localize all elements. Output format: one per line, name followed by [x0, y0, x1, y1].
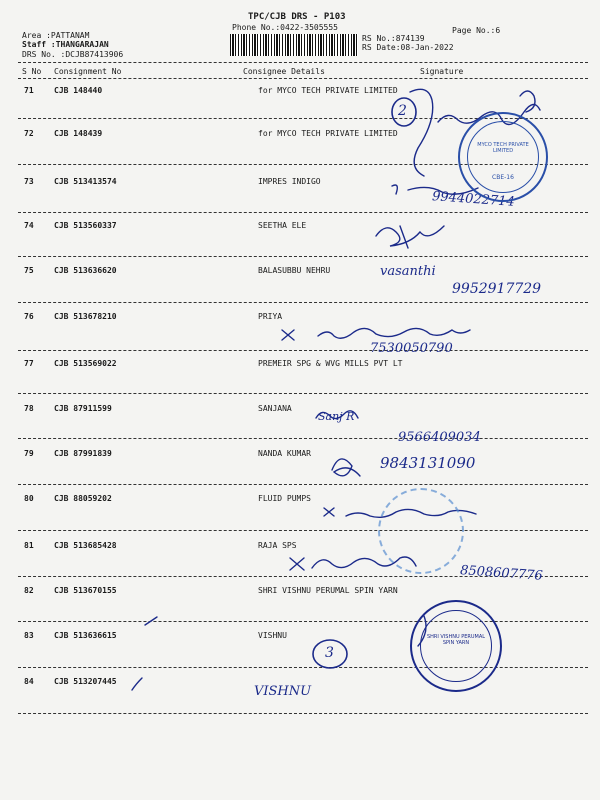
col-sno: S No [22, 67, 42, 76]
row-consignee: NANDA KUMAR [258, 449, 311, 458]
row-consignment: CJB 148439 [54, 129, 103, 138]
rs-number: RS No.:874139 [362, 34, 425, 43]
handwritten-name-84: VISHNU [254, 684, 312, 699]
staff-label-text: Staff : [22, 40, 56, 49]
row-consignment: CJB 88059202 [54, 494, 112, 503]
vishnu-mills-stamp [410, 600, 502, 692]
handwritten-phone-75: 9952917729 [452, 281, 542, 297]
row-consignment: CJB 513636620 [54, 266, 117, 275]
row-sno: 78 [24, 404, 34, 413]
col-signature: Signature [420, 67, 464, 76]
handwritten-name-78: Sanj R [318, 410, 355, 423]
handwritten-name-75: vasanthi [380, 264, 436, 279]
circled-number-3: 3 [325, 645, 334, 661]
row-consignment: CJB 513636615 [54, 631, 117, 640]
row-sno: 83 [24, 631, 34, 640]
page-number: Page No.:6 [452, 26, 501, 35]
row-consignee: PRIYA [258, 312, 283, 321]
row-consignment: CJB 513413574 [54, 177, 117, 186]
col-consignee: Consignee Details [243, 67, 325, 76]
row-consignment: CJB 513678210 [54, 312, 117, 321]
row-consignment: CJB 513685428 [54, 541, 117, 550]
row-sno: 71 [24, 86, 34, 95]
handwritten-phone-79: 9843131090 [380, 454, 476, 472]
row-consignment: CJB 513670155 [54, 586, 117, 595]
stamp-inner-ring [420, 610, 492, 682]
row-consignment: CJB 513560337 [54, 221, 117, 230]
row-consignee: for MYCO TECH PRIVATE LIMITED [258, 86, 398, 95]
staff-name: THANGARAJAN [55, 40, 109, 49]
myco-stamp-city: CBE-16 [492, 174, 514, 181]
drs-number: DRS No. :DCJB87413906 [22, 50, 124, 59]
handwritten-phone-78: 9566409034 [398, 430, 481, 445]
row-sno: 79 [24, 449, 34, 458]
row-consignee: RAJA SPS [258, 541, 297, 550]
col-consignment: Consignment No [54, 67, 122, 76]
row-sno: 74 [24, 221, 34, 230]
row-consignment: CJB 87911599 [54, 404, 112, 413]
row-sno: 84 [24, 677, 34, 686]
row-consignee: PREMEIR SPG & WVG MILLS PVT LT [258, 359, 403, 368]
row-consignee: SEETHA ELE [258, 221, 307, 230]
row-sno: 75 [24, 266, 34, 275]
myco-stamp-text: MYCO TECH PRIVATE LIMITED [477, 142, 529, 154]
row-sno: 80 [24, 494, 34, 503]
row-consignee: SHRI VISHNU PERUMAL SPIN YARN [258, 586, 398, 595]
row-consignment: CJB 87991839 [54, 449, 112, 458]
stamp-inner-ring [467, 121, 539, 193]
sheet-title: TPC/CJB DRS - P103 [248, 12, 346, 22]
row-consignee: BALASUBBU NEHRU [258, 266, 331, 275]
handwritten-phone-81: 8508607776 [459, 563, 544, 584]
row-consignee: SANJANA [258, 404, 292, 413]
row-sno: 81 [24, 541, 34, 550]
row-sno: 77 [24, 359, 34, 368]
vishnu-stamp-text: SHRI VISHNU PERUMAL SPIN YARN [426, 634, 486, 646]
row-consignee: for MYCO TECH PRIVATE LIMITED [258, 129, 398, 138]
area-label: Area :PATTANAM [22, 31, 90, 40]
row-sno: 73 [24, 177, 34, 186]
row-consignment: CJB 148440 [54, 86, 103, 95]
row-consignment: CJB 513207445 [54, 677, 117, 686]
row-sno: 72 [24, 129, 34, 138]
rs-date: RS Date:08-Jan-2022 [362, 43, 454, 52]
handwritten-number-76: 7530050790 [370, 341, 453, 356]
phone-number: Phone No.:0422-3505555 [232, 23, 338, 32]
row-sno: 82 [24, 586, 34, 595]
row-consignee: IMPRES INDIGO [258, 177, 321, 186]
row-consignee: VISHNU [258, 631, 287, 640]
handwritten-phone-73: 9944022714 [431, 189, 516, 210]
circled-number-2: 2 [398, 103, 407, 119]
fluid-pumps-stamp [378, 488, 464, 574]
row-sno: 76 [24, 312, 34, 321]
row-consignee: FLUID PUMPS [258, 494, 311, 503]
myco-company-stamp [458, 112, 548, 202]
row-consignment: CJB 513569022 [54, 359, 117, 368]
